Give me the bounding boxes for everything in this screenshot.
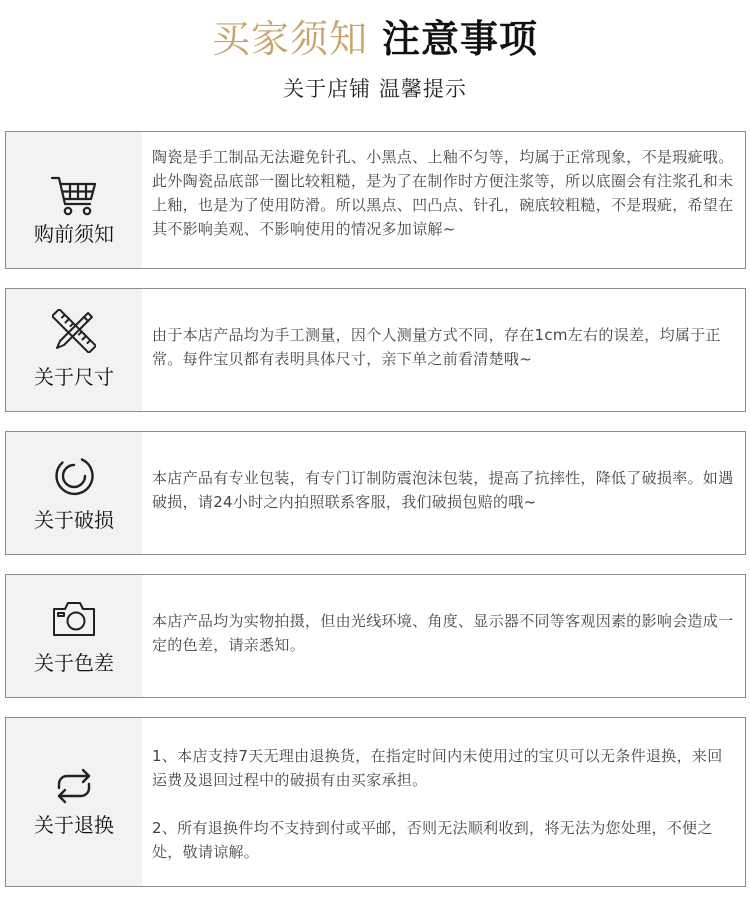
notice-sidebar bbox=[6, 289, 142, 411]
notice-text bbox=[152, 323, 735, 371]
page-title bbox=[0, 14, 750, 64]
notice-returns bbox=[5, 717, 746, 887]
notice-label: 关于尺寸 bbox=[34, 365, 114, 389]
notice-text bbox=[152, 466, 735, 514]
ruler-pencil-icon bbox=[6, 307, 142, 355]
notice-label: 关于破损 bbox=[34, 508, 114, 532]
notice-sidebar bbox=[6, 132, 142, 268]
notice-color-difference bbox=[5, 574, 746, 698]
notice-text bbox=[152, 744, 735, 864]
broken-circle-icon bbox=[6, 452, 142, 500]
title-buyer-notice: 买家须知 bbox=[211, 17, 368, 61]
notice-sidebar bbox=[6, 718, 142, 886]
notice-label: 关于色差 bbox=[34, 651, 114, 675]
notice-paragraph: 本店产品均为实物拍摄，但由光线环境、角度、显示器不同等客观因素的影响会造成一定的色差，请亲悉知。 bbox=[152, 612, 734, 654]
notice-breakage bbox=[5, 431, 746, 555]
shopping-cart-icon bbox=[6, 172, 142, 220]
notice-label: 购前须知 bbox=[34, 222, 114, 246]
notice-label: 关于退换 bbox=[34, 813, 114, 837]
title-precautions: 注意事项 bbox=[382, 17, 539, 61]
camera-icon bbox=[6, 595, 142, 643]
notice-sidebar bbox=[6, 575, 142, 697]
notice-paragraph: 1、本店支持7天无理由退换货，在指定时间内未使用过的宝贝可以无条件退换，来回运费及退回过程中的破损有由买家承担。 bbox=[152, 747, 723, 789]
notice-size bbox=[5, 288, 746, 412]
exchange-arrows-icon bbox=[6, 762, 142, 810]
notice-paragraph: 本店产品有专业包装，有专门订制防震泡沫包装，提高了抗摔性，降低了破损率。如遇破损，请24小时之内拍照联系客服，我们破损包赔的哦~ bbox=[152, 469, 734, 511]
notice-sidebar bbox=[6, 432, 142, 554]
page-header bbox=[0, 0, 750, 120]
notice-before-purchase bbox=[5, 131, 746, 269]
notice-paragraph: 2、所有退换件均不支持到付或平邮，否则无法顺利收到，将无法为您处理，不便之处，敬请谅解。 bbox=[152, 819, 713, 861]
notice-paragraph: 陶瓷是手工制品无法避免针孔、小黑点、上釉不匀等，均属于正常现象，不是瑕疵哦。此外陶瓷品底部一圈比较粗糙，是为了在制作时方便注浆等，所以底圈会有注浆孔和未上釉，也是为了使用防滑。所以黑点、凹凸点、针孔，碗底较粗糙，不是瑕疵，希望在其不影响美观、不影响使用的情况多加谅解~ bbox=[152, 148, 734, 238]
notice-paragraph: 由于本店产品均为手工测量，因个人测量方式不同，存在1cm左右的误差，均属于正常。每件宝贝都有表明具体尺寸，亲下单之前看清楚哦~ bbox=[152, 326, 721, 368]
page-subtitle: 关于店铺 温馨提示 bbox=[283, 77, 467, 101]
notice-text bbox=[152, 609, 735, 657]
notice-text bbox=[152, 145, 735, 241]
